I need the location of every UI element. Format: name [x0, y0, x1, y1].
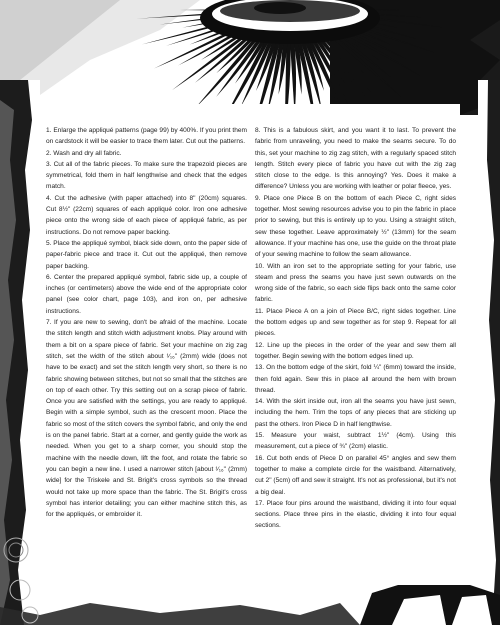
step-17: 17. Place four pins around the waistband, dividing it into four equal sections. Place three pins in the elastic, dividing it into four equal sections. [255, 499, 456, 530]
step-1: 1. Enlarge the appliqué patterns (page 99) by 400%. If you print them on cardstock it will be easier to trace them later. Cut out the patterns. [46, 127, 247, 146]
instructions-right-column [255, 125, 456, 532]
step-5: 5. Place the appliqué symbol, black side down, onto the paper side of paper-fabric piece and trace it. Cut out the appliqué, then remove paper backing. [46, 239, 247, 270]
step-4: 4. Cut the adhesive (with paper attached) into 8" (20cm) squares. Cut 8½" (22cm) squares of each appliqué color. Iron one adhesive piece onto the wrong side of each piece of appliqué fabric, as per instructions. Do not remove paper backing. [46, 194, 247, 236]
step-11: 11. Place Piece A on a join of Piece B/C, right sides together. Line the bottom edges up and sew together as for step 9. Repeat for all pieces. [255, 307, 456, 338]
step-8: 8. This is a fabulous skirt, and you want it to last. To prevent the fabric from unraveling, you need to make the seams secure. To do this, set your machine to zig zag stitch, with a regularly spaced stitch length. Stitch every piece of fabric you have cut with the zig zag stitch close to the edge. Is this annoying? Yes. Does it make a difference? Unless you are working with leather or polar fleece, yes. [255, 127, 456, 191]
instructions-left-column [46, 125, 247, 520]
step-12: 12. Line up the pieces in the order of the year and sew them all together. Begin sewing with the bottom edges lined up. [255, 341, 456, 360]
step-2: 2. Wash and dry all fabric. [46, 149, 122, 157]
step-16: 16. Cut both ends of Piece D on parallel 45° angles and sew them together to make a complete circle for the waistband. Alternatively, cut 2" (5cm) off and sew it straight. It's not as professional, but it's not a big deal. [255, 454, 456, 496]
right-grunge-border [478, 80, 500, 625]
step-6: 6. Center the prepared appliqué symbol, fabric side up, a couple of inches (or centimeters) above the wide end of the appropriate color panel (see color chart, page 103), and iron on, per adhesive instructions. [46, 273, 247, 315]
step-14: 14. With the skirt inside out, iron all the seams you have just sewn, including the hem. Trim the tops of any pieces that are sticking up past the others. Iron Piece D in half lengthwise. [255, 398, 456, 428]
step-7: 7. If you are new to sewing, don't be afraid of the machine. Locate the stitch length and stitch width adjustment knobs. Play around with them a bit on a spare piece of fabric. Set your machine on zig zag stitch, set the width of the stitch about ¹⁄₁₆" (2mm) wide (does not have to be exact) and set the stitch length very short, so there is no fabric showing between stitches, but not so small that the stitches are on top of each other. Try this setting out on a scrap piece of fabric. Once you are satisfied with the settings, you are ready to appliqué. Begin with a simple symbol, such as the crescent moon. Place the fabric so most of the stitch covers the symbol fabric, and only the end is on the panel fabric. Start at a corner, and gently guide the work as needed. When you get to a sharp corner, you should stop the machine with the needle down, lift the foot, and rotate the fabric so you can begin a new line. I used a narrower stitch [about ¹⁄₁₆" (2mm) wide] for the Triskele and St. Brigit's cross symbols so the thread would not take up more space than the fabric. The St. Brigit's cross symbol has interior detailing; you can either machine stitch this, as for the appliqués, or embroider it. [46, 319, 247, 519]
step-10: 10. With an iron set to the appropriate setting for your fabric, use steam and press the seams you have just sewn outwards on the wrong side of the fabric, so each side flips back onto the same color fabric. [255, 262, 456, 304]
bottom-grunge-art [0, 585, 500, 625]
left-grunge-border [0, 80, 40, 625]
step-13: 13. On the bottom edge of the skirt, fold ¼" (6mm) toward the inside, then fold again. Sew this in place all around the hem with brown thread. [255, 364, 456, 394]
step-3: 3. Cut all of the fabric pieces. To make sure the trapezoid pieces are symmetrical, fold them in half lengthwise and check that the edges match. [46, 160, 247, 191]
sunburst-header-art [0, 0, 500, 125]
step-15: 15. Measure your waist, subtract 1½" (4cm). Using this measurement, cut a piece of ¾" (2cm) elastic. [255, 432, 456, 451]
step-9: 9. Place one Piece B on the bottom of each Piece C, right sides together. Most sewing resources advise you to pin the fabric in place prior to sewing, but this is entirely up to you. Using a straight stitch, sew these together. Leave approximately ½" (13mm) for the seam allowance. If your machine has one, use the guide on the throat plate of your sewing machine to follow the seam allowance. [255, 194, 456, 259]
